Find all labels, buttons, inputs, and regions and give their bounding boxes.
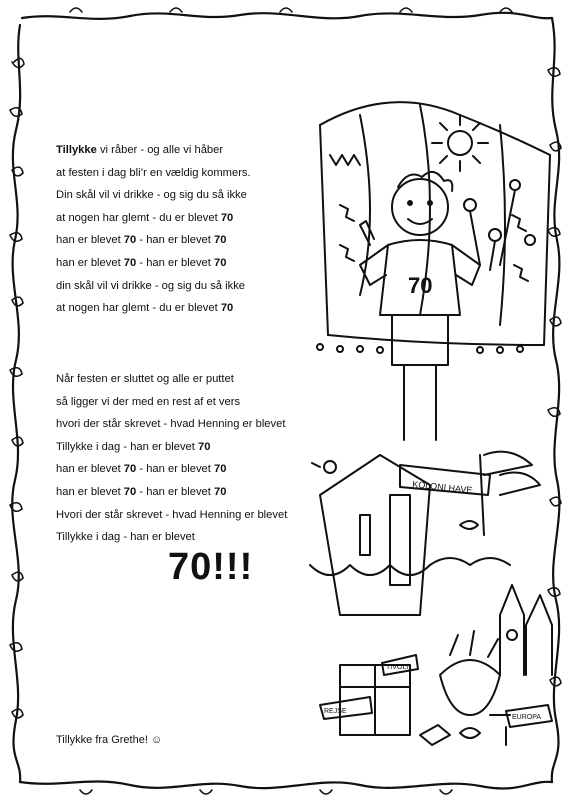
poem-line: din skål vil vi drikke - og sig du så ikke [56,279,246,292]
allotment-garden-drawing [310,452,540,615]
poem-line: at nogen har glemt - du er blevet 70 [56,211,234,224]
poem-stanza-1 [56,139,316,320]
poem-finale: 70!!! [168,546,254,588]
kolonihave-sign: KOLONI HAVE [411,479,473,496]
poem-line: han er blevet 70 - han er blevet 70 [56,234,227,247]
poem-line: han er blevet 70 - han er blevet 70 [56,256,227,269]
paper-flower-drawing [432,115,535,270]
poem-line: Tillykke i dag - han er blevet 70 [56,440,211,453]
birthday-illustration [300,95,562,755]
poem-line: at nogen har glemt - du er blevet 70 [56,302,234,315]
poem-line: Din skål vil vi drikke - og sig du så ikke [56,189,247,202]
boy-drawing [360,172,480,440]
poem-line: så ligger vi der med en rest af et vers [56,395,241,408]
poem-line: han er blevet 70 - han er blevet 70 [56,485,227,498]
poem-line: hvori der står skrevet - hvad Henning er blevet [56,418,286,431]
party-tent-drawing [320,102,550,345]
poem-line: han er blevet 70 - han er blevet 70 [56,463,227,476]
poem-line: Hvori der står skrevet - hvad Henning er blevet [56,508,288,521]
signature: Tillykke fra Grethe! ☺ [56,734,163,746]
poem-line: Tillykke i dag - han er blevet [56,531,195,544]
city-buildings-drawing [320,585,552,745]
rejse-sign: REJSE [324,708,347,715]
tivoli-sign: TIVOLI [386,664,409,671]
poem-line: at festen i dag bli’r en vældig kommers. [56,166,251,179]
poem-stanza-2 [56,368,326,549]
poem-line: Når festen er sluttet og alle er puttet [56,373,234,385]
europa-sign: EUROPA [512,714,542,721]
poem-line: Tillykke vi råber - og alle vi håber [56,144,224,156]
shirt-number: 70 [408,273,433,298]
